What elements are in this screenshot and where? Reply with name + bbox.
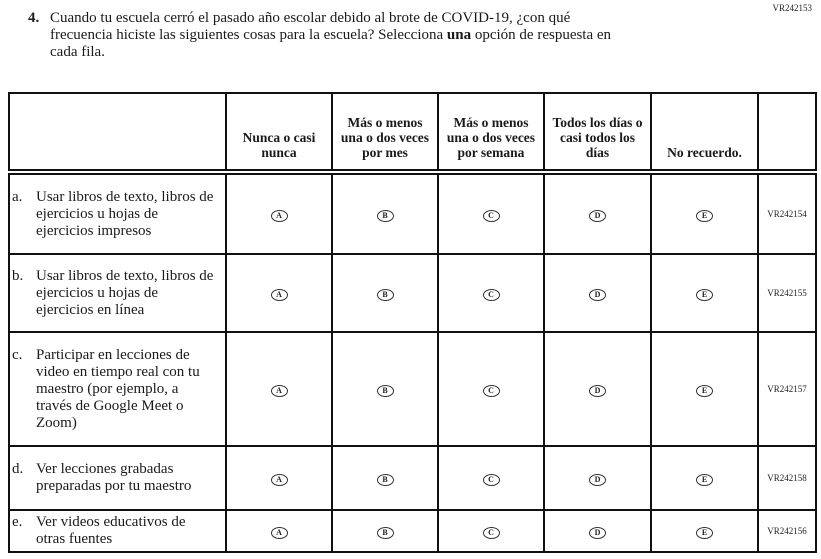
option-cell-a: [226, 446, 332, 510]
row-variable-code: VR242157: [758, 332, 816, 446]
option-cell-a: [226, 172, 332, 254]
header-col-veces-por-mes: Más o menos una o dos veces por mes: [332, 93, 438, 172]
row-label: Ver videos educativos de otras fuentes: [36, 514, 186, 547]
option-cell-a: [226, 510, 332, 552]
row-label: Usar libros de texto, libros de ejercicios u hojas de ejercicios en línea: [36, 267, 214, 318]
answer-bubble-c[interactable]: C: [483, 210, 500, 222]
row-stub: [9, 254, 226, 332]
question-block: [28, 10, 620, 61]
answer-bubble-a[interactable]: A: [271, 385, 288, 397]
answer-bubble-e[interactable]: E: [696, 289, 713, 301]
option-cell-a: [226, 332, 332, 446]
row-letter: d.: [12, 461, 24, 477]
row-stub: [9, 332, 226, 446]
header-row: [9, 93, 816, 172]
answer-bubble-d[interactable]: D: [589, 527, 606, 539]
header-col-no-recuerdo: No recuerdo.: [651, 93, 758, 172]
answer-bubble-d[interactable]: D: [589, 474, 606, 486]
answer-bubble-e[interactable]: E: [696, 474, 713, 486]
answer-bubble-d[interactable]: D: [589, 210, 606, 222]
row-label: Usar libros de texto, libros de ejercicios u hojas de ejercicios impresos: [36, 188, 214, 239]
option-cell-e: [651, 446, 758, 510]
option-cell-e: [651, 254, 758, 332]
header-stub-empty: [9, 93, 226, 172]
option-cell-d: [544, 254, 651, 332]
header-col-nunca: Nunca o casi nunca: [226, 93, 332, 172]
answer-bubble-c[interactable]: C: [483, 527, 500, 539]
option-cell-b: [332, 510, 438, 552]
option-cell-c: [438, 254, 544, 332]
header-code-empty: [758, 93, 816, 172]
question-text-bold-word: una: [446, 27, 472, 43]
answer-bubble-d[interactable]: D: [589, 289, 606, 301]
answer-bubble-d[interactable]: D: [589, 385, 606, 397]
answer-bubble-b[interactable]: B: [377, 474, 394, 486]
option-cell-b: [332, 172, 438, 254]
answer-bubble-a[interactable]: A: [271, 289, 288, 301]
row-variable-code: VR242155: [758, 254, 816, 332]
option-cell-d: [544, 446, 651, 510]
option-cell-d: [544, 332, 651, 446]
answer-bubble-e[interactable]: E: [696, 527, 713, 539]
option-cell-d: [544, 172, 651, 254]
row-stub: [9, 172, 226, 254]
page-variable-code: VR242153: [772, 3, 812, 13]
answer-bubble-b[interactable]: B: [377, 385, 394, 397]
option-cell-c: [438, 510, 544, 552]
answer-bubble-a[interactable]: A: [271, 210, 288, 222]
row-stub: [9, 510, 226, 552]
option-cell-c: [438, 172, 544, 254]
option-cell-c: [438, 446, 544, 510]
answer-bubble-c[interactable]: C: [483, 474, 500, 486]
option-cell-b: [332, 254, 438, 332]
option-cell-b: [332, 446, 438, 510]
option-cell-e: [651, 172, 758, 254]
row-letter: a.: [12, 188, 23, 205]
question-text-end: opción de respuesta en cada fila.: [50, 27, 612, 60]
table-row: [9, 254, 816, 332]
answer-bubble-b[interactable]: B: [377, 289, 394, 301]
answer-bubble-b[interactable]: B: [377, 210, 394, 222]
row-variable-code: VR242156: [758, 510, 816, 552]
answer-bubble-e[interactable]: E: [696, 210, 713, 222]
table-row: [9, 172, 816, 254]
option-cell-b: [332, 332, 438, 446]
option-cell-c: [438, 332, 544, 446]
row-letter: c.: [12, 346, 23, 363]
answer-bubble-b[interactable]: B: [377, 527, 394, 539]
option-cell-d: [544, 510, 651, 552]
row-label: Ver lecciones grabadas preparadas por tu maestro: [36, 461, 192, 494]
row-letter: e.: [12, 514, 23, 530]
row-variable-code: VR242158: [758, 446, 816, 510]
row-letter: b.: [12, 267, 24, 284]
table-row: [9, 332, 816, 446]
response-matrix-table: [8, 92, 817, 553]
answer-bubble-e[interactable]: E: [696, 385, 713, 397]
answer-bubble-c[interactable]: C: [483, 289, 500, 301]
header-col-todos-los-dias: Todos los días o casi todos los días: [544, 93, 651, 172]
answer-bubble-c[interactable]: C: [483, 385, 500, 397]
option-cell-e: [651, 510, 758, 552]
question-text-start: Cuando tu escuela cerró el pasado año escolar debido al brote de COVID-19, ¿con qué frecuencia hiciste las siguientes cosas para la escuela? Selecciona: [50, 10, 571, 43]
row-stub: [9, 446, 226, 510]
option-cell-a: [226, 254, 332, 332]
question-number: 4.: [28, 10, 40, 26]
row-label: Participar en lecciones de video en tiempo real con tu maestro (por ejemplo, a través de Google Meet o Zoom): [36, 346, 200, 431]
table-row: [9, 510, 816, 552]
answer-bubble-a[interactable]: A: [271, 474, 288, 486]
row-variable-code: VR242154: [758, 172, 816, 254]
answer-bubble-a[interactable]: A: [271, 527, 288, 539]
table-row: [9, 446, 816, 510]
option-cell-e: [651, 332, 758, 446]
question-text: [50, 10, 620, 61]
header-col-veces-por-semana: Más o menos una o dos veces por semana: [438, 93, 544, 172]
